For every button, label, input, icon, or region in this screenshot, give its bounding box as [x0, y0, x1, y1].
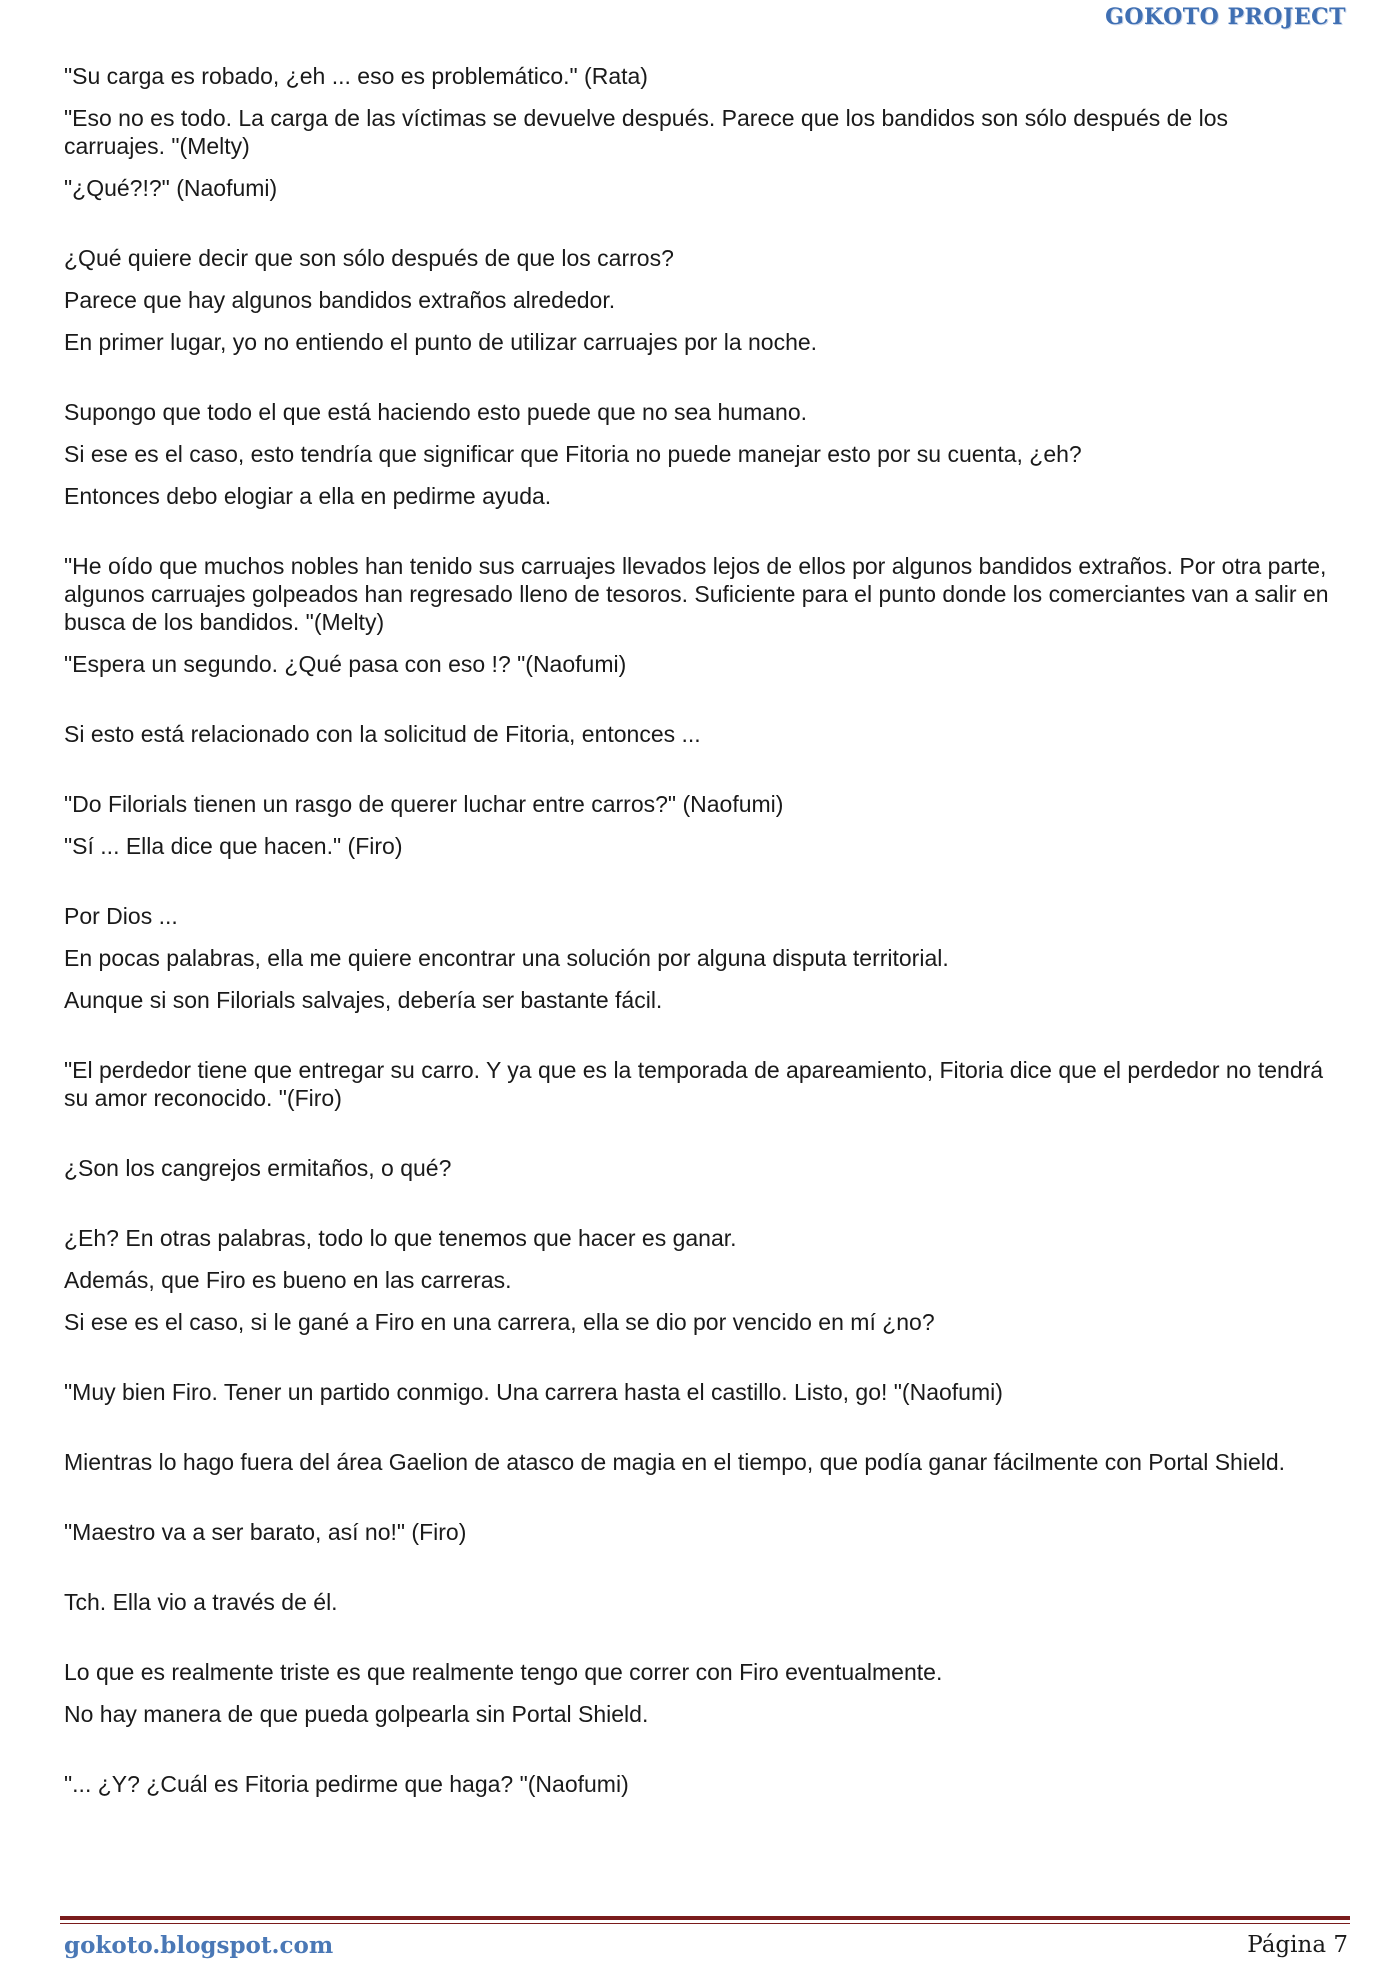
- paragraph: "Su carga es robado, ¿eh ... eso es problemático." (Rata): [64, 63, 648, 89]
- footer-site-link[interactable]: gokoto.blogspot.com: [64, 1932, 334, 1959]
- paragraph: Tch. Ella vio a través de él.: [64, 1589, 338, 1615]
- paragraph: Mientras lo hago fuera del área Gaelion de atasco de magia en el tiempo, que podía ganar fácilmente con Portal Shield.: [64, 1449, 1286, 1475]
- header-brand: GOKOTO PROJECT: [1105, 4, 1346, 30]
- paragraph: "Eso no es todo. La carga de las víctimas se devuelve después. Parece que los bandidos son sólo después de los carruajes. "(Melty): [64, 105, 1229, 159]
- paragraph: Por Dios ...: [64, 903, 178, 929]
- paragraph: Parece que hay algunos bandidos extraños alrededor.: [64, 287, 616, 313]
- paragraph: Lo que es realmente triste es que realmente tengo que correr con Firo eventualmente.: [64, 1659, 943, 1685]
- paragraph: ¿Eh? En otras palabras, todo lo que tenemos que hacer es ganar.: [64, 1225, 737, 1251]
- footer-divider-thin: [60, 1923, 1350, 1924]
- paragraph: "He oído que muchos nobles han tenido sus carruajes llevados lejos de ellos por algunos bandidos extraños. Por otra parte, algunos carruajes golpeados han regresado lleno de tesoros. Suficiente para el punto donde los comerciantes van a salir en busca de los bandidos. "(Melty): [64, 553, 1329, 635]
- paragraph: En pocas palabras, ella me quiere encontrar una solución por alguna disputa territorial.: [64, 945, 949, 971]
- paragraph: Si ese es el caso, esto tendría que significar que Fitoria no puede manejar esto por su cuenta, ¿eh?: [64, 441, 1082, 467]
- paragraph: "Sí ... Ella dice que hacen." (Firo): [64, 833, 403, 859]
- paragraph: No hay manera de que pueda golpearla sin Portal Shield.: [64, 1701, 649, 1727]
- paragraph: Si esto está relacionado con la solicitud de Fitoria, entonces ...: [64, 721, 701, 747]
- paragraph: "Muy bien Firo. Tener un partido conmigo. Una carrera hasta el castillo. Listo, go! "(Naofumi): [64, 1379, 1003, 1405]
- paragraph: ¿Son los cangrejos ermitaños, o qué?: [64, 1155, 452, 1181]
- paragraph: En primer lugar, yo no entiendo el punto de utilizar carruajes por la noche.: [64, 329, 818, 355]
- paragraph: Si ese es el caso, si le gané a Firo en una carrera, ella se dio por vencido en mí ¿no?: [64, 1309, 935, 1335]
- paragraph: Aunque si son Filorials salvajes, debería ser bastante fácil.: [64, 987, 663, 1013]
- paragraph: ¿Qué quiere decir que son sólo después de que los carros?: [64, 245, 674, 271]
- page-content: [64, 62, 1334, 1812]
- paragraph: "Maestro va a ser barato, así no!" (Firo): [64, 1519, 467, 1545]
- paragraph: Además, que Firo es bueno en las carreras.: [64, 1267, 512, 1293]
- paragraph: "... ¿Y? ¿Cuál es Fitoria pedirme que haga? "(Naofumi): [64, 1771, 629, 1797]
- page-number: Página 7: [1247, 1932, 1348, 1958]
- paragraph: Entonces debo elogiar a ella en pedirme ayuda.: [64, 483, 552, 509]
- paragraph: "Espera un segundo. ¿Qué pasa con eso !? "(Naofumi): [64, 651, 627, 677]
- footer-divider: [60, 1916, 1350, 1920]
- paragraph: "El perdedor tiene que entregar su carro. Y ya que es la temporada de apareamiento, Fitoria dice que el perdedor no tendrá su amor reconocido. "(Firo): [64, 1057, 1324, 1111]
- paragraph: "¿Qué?!?" (Naofumi): [64, 175, 278, 201]
- paragraph: Supongo que todo el que está haciendo esto puede que no sea humano.: [64, 399, 807, 425]
- paragraph: "Do Filorials tienen un rasgo de querer luchar entre carros?" (Naofumi): [64, 791, 784, 817]
